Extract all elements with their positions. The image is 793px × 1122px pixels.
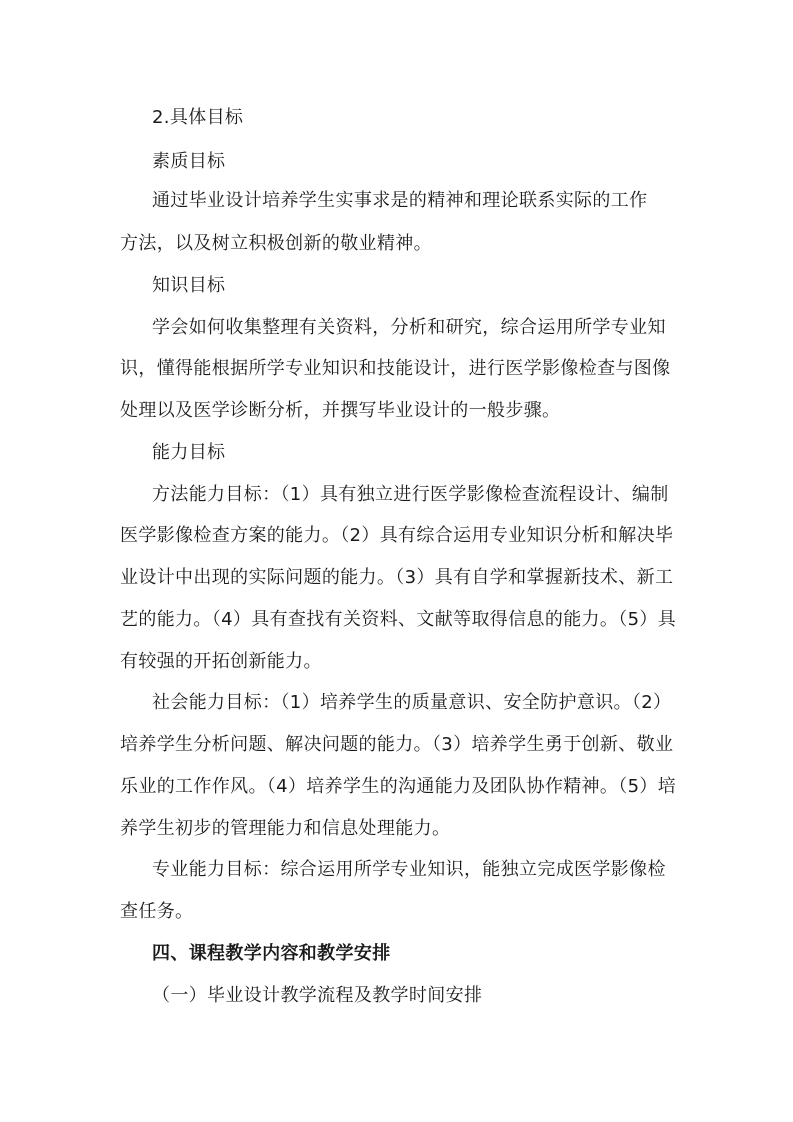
subsection-heading: （一）毕业设计教学流程及教学时间安排 [152,985,483,1006]
paragraph-line: 学会如何收集整理有关资料，分析和研究，综合运用所学专业知 [152,317,666,338]
paragraph-line: 乐业的工作作风。（4）培养学生的沟通能力及团队协作精神。（5）培 [120,776,677,797]
paragraph-line: 处理以及医学诊断分析，并撰写毕业设计的一般步骤。 [120,400,561,421]
paragraph-line: 社会能力目标：（1）培养学生的质量意识、安全防护意识。（2） [152,692,672,713]
paragraph-line: 业设计中出现的实际问题的能力。（3）具有自学和掌握新技术、新工 [120,567,674,588]
heading-specific-goals: 2.具体目标 [152,107,244,128]
paragraph-line: 医学影像检查方案的能力。（2）具有综合运用专业知识分析和解决毕 [120,525,674,546]
paragraph-line: 识，懂得能根据所学专业知识和技能设计，进行医学影像检查与图像 [120,358,671,379]
paragraph-line: 艺的能力。（4）具有查找有关资料、文献等取得信息的能力。（5）具 [120,609,677,630]
paragraph-line: 方法能力目标：（1）具有独立进行医学影像检查流程设计、编制 [152,484,669,505]
heading-quality-goals: 素质目标 [152,151,226,172]
heading-ability-goals: 能力目标 [152,442,226,463]
section-heading: 四、课程教学内容和教学安排 [152,943,391,964]
paragraph-line: 培养学生分析问题、解决问题的能力。（3）培养学生勇于创新、敬业 [120,734,674,755]
heading-knowledge-goals: 知识目标 [152,275,226,296]
paragraph-line: 养学生初步的管理能力和信息处理能力。 [120,818,451,839]
paragraph-line: 查任务。 [120,901,194,922]
paragraph-line: 通过毕业设计培养学生实事求是的精神和理论联系实际的工作 [152,190,648,211]
paragraph-line: 有较强的开拓创新能力。 [120,651,322,672]
paragraph-line: 专业能力目标：综合运用所学专业知识，能独立完成医学影像检 [152,859,666,880]
paragraph-line: 方法，以及树立积极创新的敬业精神。 [120,233,432,254]
